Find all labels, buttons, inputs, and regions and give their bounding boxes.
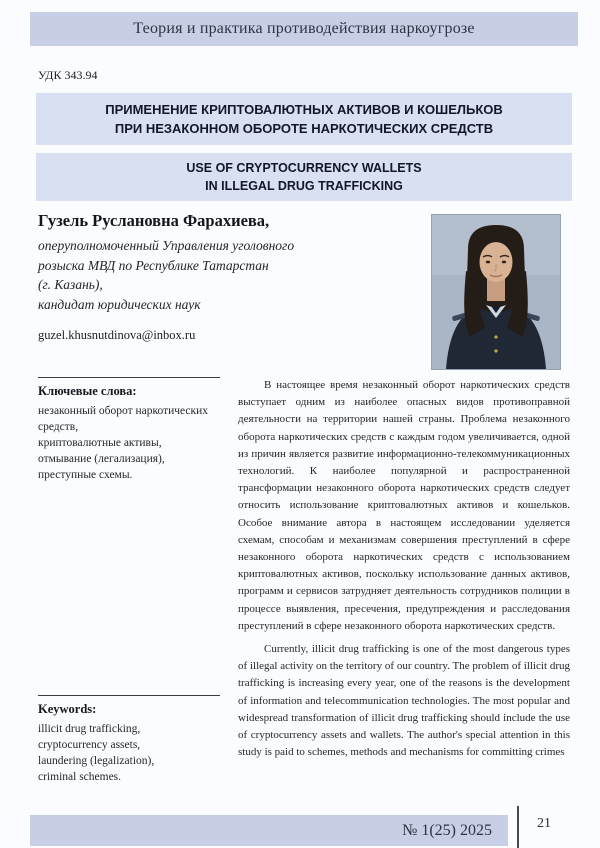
- affiliation-line-2: розыска МВД по Республике Татарстан: [38, 257, 269, 273]
- keyword-ru-item: отмывание (легализация),: [38, 453, 165, 465]
- author-name: Гузель Руслановна Фарахиева,: [38, 211, 270, 230]
- abstract-russian: В настоящее время незаконный оборот наркотических средств выступает одним из наиболее опасных видов противоправной деятельности на территории нашей страны. Проблема незаконного оборота наркотических средств с каждым годом увеличивается, одной из причин является развитие информационно-телекоммуникационных технологий. К наиболее популярной и распространенной трансформации незаконного оборота наркотических средств следует относить использование криптовалютных активов и кошельков. Особое внимание автора в настоящем исследовании уделяется схемам, способам и механизмам совершения преступлений в сфере незаконного оборота наркотических средств с использованием криптовалютных активов, поскольку использование данных активов, программ и сервисов затрудняет деятельность сотрудников полиции в процессе выявления, пресечения, предупреждения и расследования преступлений в сфере незаконного оборота наркотических средств.: [238, 379, 570, 632]
- keyword-en-item: cryptocurrency assets,: [38, 739, 141, 751]
- affiliation-line-1: оперуполномоченный Управления уголовного: [38, 238, 295, 253]
- keywords-ru-divider: [38, 377, 220, 378]
- issue-band: [30, 815, 508, 846]
- affiliation-line-3: (г. Казань),: [38, 277, 103, 292]
- page-number: 21: [537, 816, 551, 831]
- title-ru-line-1: ПРИМЕНЕНИЕ КРИПТОВАЛЮТНЫХ АКТИВОВ И КОШЕЛЬКОВ: [105, 102, 503, 117]
- title-en-line-2: IN ILLEGAL DRUG TRAFFICKING: [205, 179, 403, 193]
- issue-label: № 1(25) 2025: [402, 822, 492, 839]
- title-en-line-1: USE OF CRYPTOCURRENCY WALLETS: [186, 161, 422, 175]
- keyword-en-item: laundering (legalization),: [38, 755, 155, 767]
- keywords-ru-heading: Ключевые слова:: [38, 384, 137, 398]
- keywords-en-block: [38, 695, 220, 785]
- author-info: [38, 211, 408, 369]
- affiliation-line-4: кандидат юридических наук: [38, 296, 201, 312]
- journal-header-band: [30, 12, 578, 46]
- footer-divider: [517, 806, 519, 848]
- article-title-english: [36, 153, 572, 201]
- keyword-ru-item: преступные схемы.: [38, 469, 133, 481]
- author-section: [38, 211, 560, 369]
- article-title-russian: [36, 93, 572, 145]
- author-email-link[interactable]: guzel.khusnutdinova@inbox.ru: [38, 328, 196, 342]
- keyword-ru-item: криптовалютные активы,: [38, 437, 162, 449]
- journal-title: Теория и практика противодействия наркоугрозе: [133, 20, 475, 37]
- keywords-en-divider: [38, 695, 220, 696]
- keywords-en-heading: Keywords:: [38, 702, 97, 716]
- keyword-en-item: illicit drug trafficking,: [38, 723, 141, 735]
- author-portrait-photo: [432, 215, 560, 369]
- keyword-ru-item: незаконный оборот наркотических средств,: [38, 405, 209, 433]
- author-affiliation: [38, 236, 408, 314]
- abstract-english: Currently, illicit drug trafficking is one of the most dangerous types of illegal activity on the territory of our country. The problem of illicit drug trafficking is increasing every year, one of the reasons is the development of information and telecommunication technologies. The most popular and widespread transformation of illicit drug trafficking should include the use of cryptocurrency assets and wallets. The author's special attention in this study is paid to schemes, methods and mechanisms for committing crimes: [238, 643, 570, 759]
- keyword-en-item: criminal schemes.: [38, 771, 122, 783]
- keywords-ru-block: [38, 377, 220, 483]
- keywords-and-abstracts: [38, 377, 570, 817]
- abstracts-column: [238, 377, 570, 761]
- portrait-illustration: [432, 215, 560, 369]
- udc-code: УДК 343.94: [38, 68, 98, 82]
- title-ru-line-2: ПРИ НЕЗАКОННОМ ОБОРОТЕ НАРКОТИЧЕСКИХ СРЕДСТВ: [114, 121, 494, 136]
